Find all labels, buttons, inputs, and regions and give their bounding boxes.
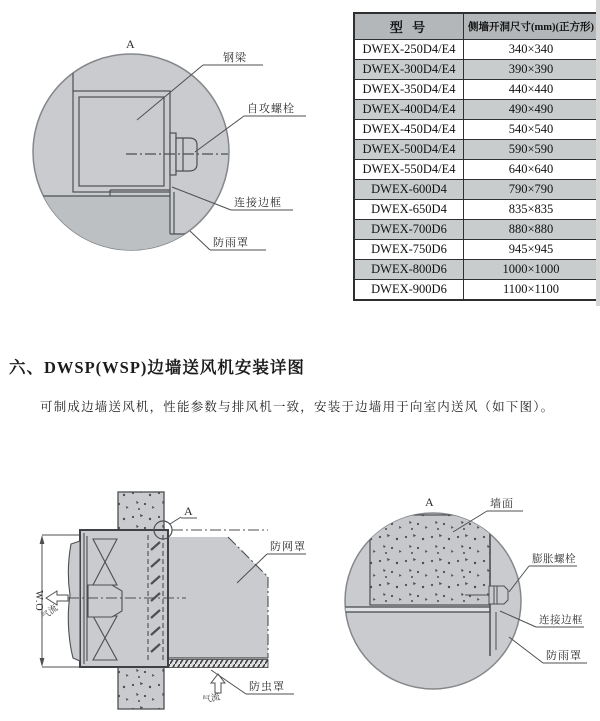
label-expansion-bolt: 膨胀螺栓 [532,554,576,565]
table-row [354,260,599,280]
airflow-arrow-left [46,591,68,605]
connect-frame-band [345,607,490,612]
spec-table-container [353,12,600,301]
model-cell: DWEX-450D4/E4 [354,120,464,140]
model-cell: DWEX-800D6 [354,260,464,280]
size-cell: 640×640 [464,160,600,180]
insect-screen-strip [168,660,268,668]
model-cell: DWEX-900D6 [354,280,464,301]
size-cell: 340×340 [464,40,600,60]
label-rain-cover: 防雨罩 [213,237,249,249]
size-cell: 390×390 [464,60,600,80]
motor-bracket [68,541,80,661]
label-steel-beam: 钢梁 [223,52,247,64]
section-paragraph: 可制成边墙送风机，性能参数与排风机一致，安装于边墙用于向室内送风（如下图）。 [40,400,555,414]
section-heading: 六、DWSP(WSP)边墙送风机安装详图 [9,358,305,377]
bolt-flange-2 [489,586,494,604]
dim-arrow-bottom [40,658,45,667]
page-scan-edge [596,0,600,306]
label-insect-cover: 防虫罩 [249,681,285,693]
detail-a-top-diagram [0,0,340,300]
impeller-hub [88,585,122,617]
wall-block-top-speckle [118,492,164,532]
model-cell: DWEX-650D4 [354,200,464,220]
table-row [354,40,599,60]
size-cell: 1100×1100 [464,280,600,301]
model-column-header: 型 号 [354,13,464,40]
table-row [354,180,599,200]
table-row [354,140,599,160]
size-cell: 835×835 [464,200,600,220]
detail-marker-a3: A [425,495,434,509]
size-cell: 590×590 [464,140,600,160]
size-cell: 540×540 [464,120,600,140]
detail-marker-a: A [126,37,135,51]
wall-section-speckle [370,515,490,605]
label-airflow-left: 气流 [39,602,60,622]
size-column-header: 侧墙开洞尺寸(mm)(正方形) [464,13,600,40]
size-cell: 490×490 [464,100,600,120]
install-view-diagram [0,440,320,721]
model-cell: DWEX-250D4/E4 [354,40,464,60]
model-cell: DWEX-750D6 [354,240,464,260]
detail-marker-a2: A [184,504,193,518]
size-cell: 790×790 [464,180,600,200]
spec-table [353,12,600,301]
label-connect-frame: 连接边框 [234,197,282,209]
dim-arrow-top [40,535,45,544]
detail-a-bottom-diagram [325,460,600,721]
table-row [354,60,599,80]
label-self-tapping-bolt: 自攻螺栓 [247,103,295,115]
label-rain-cover-2: 防雨罩 [546,650,582,662]
table-row [354,240,599,260]
table-row [354,220,599,240]
size-cell: 945×945 [464,240,600,260]
label-airflow-bottom: 气流 [201,691,222,705]
model-cell: DWEX-700D6 [354,220,464,240]
size-cell: 1000×1000 [464,260,600,280]
model-cell: DWEX-500D4/E4 [354,140,464,160]
wall-block-bottom-speckle [118,666,164,709]
label-connect-frame-2: 连接边框 [539,615,583,626]
expansion-bolt-head [494,586,508,604]
spec-table-body [354,40,599,301]
model-cell: DWEX-400D4/E4 [354,100,464,120]
size-cell: 880×880 [464,220,600,240]
label-net-cover: 防网罩 [270,541,306,553]
spec-table-header-row [354,13,599,40]
size-cell: 440×440 [464,80,600,100]
table-row [354,160,599,180]
model-cell: DWEX-350D4/E4 [354,80,464,100]
table-row [354,280,599,301]
detail-a-leader [170,517,197,524]
table-row [354,120,599,140]
label-wall: 墙面 [490,498,514,510]
table-row [354,80,599,100]
model-cell: DWEX-550D4/E4 [354,160,464,180]
dim-label-wo: W.O [33,590,44,612]
model-cell: DWEX-300D4/E4 [354,60,464,80]
table-row [354,100,599,120]
airflow-arrow-up [211,674,225,693]
model-cell: DWEX-600D4 [354,180,464,200]
table-row [354,200,599,220]
